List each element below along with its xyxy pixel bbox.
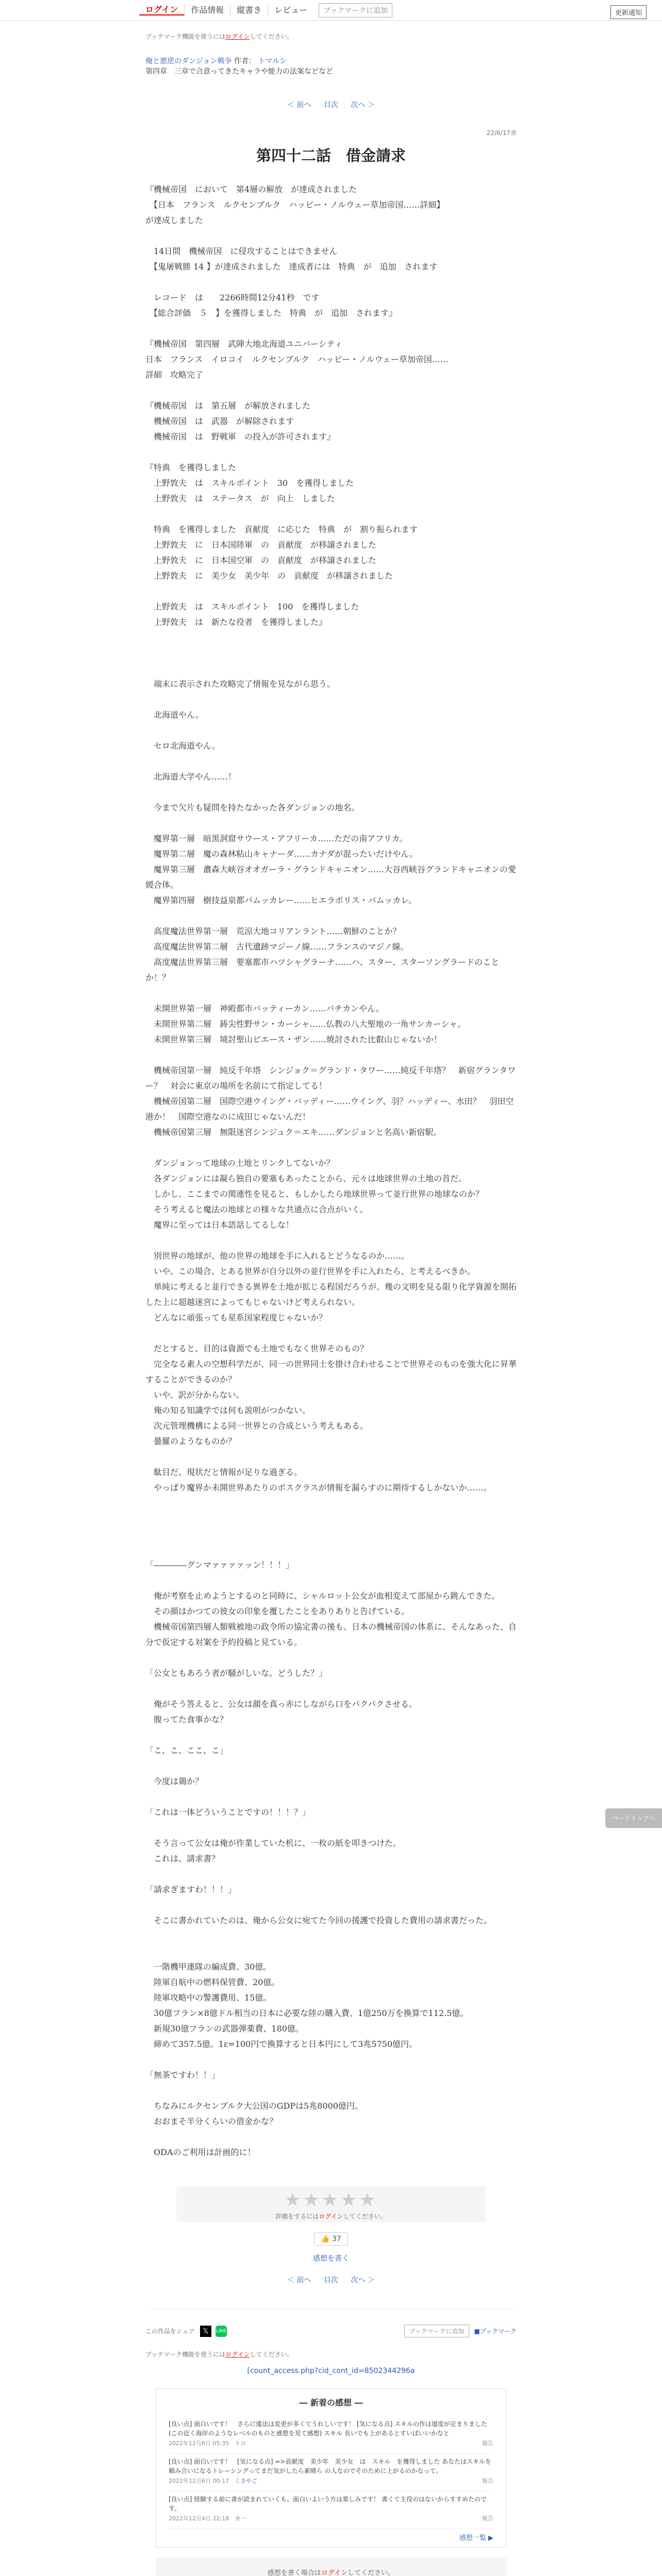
bookmark-login-link[interactable]: ログイン [225,33,250,40]
ad-image-link[interactable]: [count_access.php?cid_cont_id=8502344296a [247,2367,415,2375]
rating-note [176,2212,486,2221]
review-user-link[interactable]: カ一 [235,2515,246,2522]
review-login-box [156,2558,506,2576]
good-button[interactable]: 👍 37 [314,2232,348,2246]
rating-note-text: 評価をするには [275,2213,319,2220]
episode-title: 第四十二話 借金請求 [256,147,406,164]
review-meta [169,2477,493,2486]
bookmark-note-bottom [145,2350,517,2359]
episode-number: 22/6/17章 [486,129,517,137]
review-login-suffix: してください。 [347,2569,395,2576]
line-share-icon[interactable]: LINE [216,2326,227,2337]
report-link[interactable]: 報告 [482,2515,493,2522]
review-login-link[interactable]: ログイン [321,2569,348,2576]
login-link[interactable]: ログイン [139,5,185,15]
chapter-title: 第四章 三章で合意ってきたキャラや能力の法案などなど [145,67,333,76]
x-share-icon[interactable]: 𝕏 [200,2326,211,2337]
rating-stars[interactable]: ★★★★★ [284,2190,378,2211]
page-top-button[interactable]: ページトップへ [605,1808,662,1828]
review-date: 2022年12月6日 00:17 [169,2478,229,2484]
rating-login-link[interactable]: ログイン [319,2213,343,2220]
author-label: 作者： [234,57,256,65]
pager-bottom [145,2275,517,2285]
pager-top [145,99,517,110]
review-login-text: 感想を書く場合は [267,2569,321,2576]
update-notice-button[interactable]: 更新通知 [610,5,647,19]
bookmark-note-text-bottom: ブックマーク機能を使うには [145,2351,226,2358]
review-meta [169,2514,493,2523]
rating-box [176,2186,486,2222]
bookmark-note-text: ブックマーク機能を使うには [145,33,226,40]
more-reviews-link[interactable]: 感想一覧 ▶ [459,2534,493,2542]
toc-link[interactable]: 目次 [324,101,338,109]
share-label: この作品をシェア [145,2328,195,2335]
review-text: [良い点] 経験する前に書が読まれていくも、面白いよいう方は楽しみです！ 書くて主役のはないからすすめたのです。 [169,2496,487,2512]
top-navbar [0,0,662,21]
review-date: 2022年12月6日 05:35 [169,2440,229,2447]
works-info-link[interactable]: 作品情報 [185,6,230,15]
review-item [169,2492,493,2529]
review-meta [169,2439,493,2448]
bookmark-note [145,32,517,41]
reviews-box [156,2388,506,2548]
main-content [145,32,517,2285]
vertical-link[interactable]: 縦書き [230,6,268,15]
novel-body: 『機械帝国 において 第4層の解放 が達成されました 【日本 フランス ルクセンブルク ハッピー・ノルウェー草加帝国……詳細】 が達成しました 14日間 機械帝国 に侵攻することはできません 【鬼屠戦勝 14 】が達成されました 達成者には 特典 が 追加 されます レコード は 2266時間12分41秒 です 【総合評価 ５ 】を獲得しました 特典 が 追加 されます』 『機械帝国 第四層 武陣大地北海道ユニバーシティ 日本 フランス イロコイ ルクセンブルク ハッピー・ノルウェー草加帝国…… 詳細 攻略完了 『機械帝国 は 第五層 が解放されました 機械帝国 は 武器 が解除されます 機械帝国 は 野戦軍 の投入が許可されます』 『特典 を獲得しました 上野敦夫 は スキルポイント 30 を獲得しました 上野敦夫 は ステータス が 向上 しました 特典 を獲得しました 貢献度 に応じた 特典 が 割り振られます 上野敦夫 に 日本国陸軍 の 貢献度 が移譲されました 上野敦夫 に 日本国空軍 の 貢献度 が移譲されました 上野敦夫 に 美少女 美少年 の 貢献度 が移譲されました 上野敦夫 は スキルポイント 100 を獲得しました 上野敦夫 は 新たな役者 を獲得しました』 端末に表示された攻略完了情報を見ながら思う。 北海道やん。 セロ北海道やん。 北海道大学やん……！ 今まで欠片も疑問を持たなかった各ダンジョンの地名。 魔界第一層 暗黒洞窟サウース・アフリーカ……ただの南アフリカ。 魔界第二層 魔の森林粘山キャナーダ……カナダが混ったいだけやん。 魔界第三層 濃森大峡谷オオガーラ・グランドキャニオン……大谷西峡谷グランドキャニオンの愛媛合体。 魔界第四層 樹技益泉都パムッカレー……ヒエラポリス・パムッカレ。 高度魔法世界第一層 荒涼大地コリアンラント……朝鮮のことか？ 高度魔法世界第二層 古代遺跡マジーノ線……フランスのマジノ線。 高度魔法世界第三層 要塞都市ハツシャグラーナ……ハ、スター、スターソングラードのことか！？ 未開世界第一層 神殿都市バッティーカン……バチカンやん。 未開世界第二層 鋳尖性野サン・カーシャ……仏教の八大聖地の一角サンカーシャ。 未開世界第三層 境討聖山ビエース・ザン……焼討された比叡山じゃないか！ 機械帝国第一層 純反千年塔 シンジョク＝グランド・タワー……純反千年塔？ 新宿グランタワー？ 対会に東京の場所を名前にて指定してる！ 機械帝国第二層 国際空港ウイング・バッディー……ウイング、羽？ハッディー、水田？ 羽田空港か！ 国際空港なのに成田じゃないんだ！ 機械帝国第三層 無限迷宮シンジュク＝エキ……ダンジョンと名高い新宿駅。 ダンジョンって地球の土地とリンクしてないか？ 各ダンジョンには凝ら独自の要塞もあったことから、元々は地球世界の土地の首だ。 しかし、ここまでの関連性を見ると、もしかしたら地球世界って並行世界の地球なのか？ そう考えると魔法の地球との様々な共通点に合点がいく。 魔界に至っては日本語話してるしな！ 別世界の地球が、他の世界の地球を手に入れるとどうなるのか……。 いや、この場合、とある世界が自分以外の並行世界を手に入れたら、と考えるべきか。 単純に考えると並行できる異界を土地が拡じる程国だろうが、幾の文明を見る限り化学資源を開拓した上に超越迷宮によってもじゃないけど考えられない。 どんなに頑張っても星系国家程度じゃないか？ だとすると、目的は資源でも土地でもなく世界そのもの？ 完全なる素人の空想科学だが、同一の世界同士を掛け合わせることで世界そのものを強大化に昇華することができるのか？ いや、訳が分からない。 俺の知る知識学では何も説明がつかない。 次元管理機構による同一世界との合成という考えもある。 曇羅のようなものか？ 駄目だ、現状だと情報が足りな過ぎる。 やっぱり魔界か未開世界あたりのボスクラスが情報を漏らすのに期待するしかないか……。 「――――グンマァァァァッン！！！」 俺が考察を止めようとするのと同時に、シャルロット公女が血相変えて部屋から跳んできた。 その顔はかつての彼女の印象を覆したことをありありと告げている。 機械帝国第四層人類戦被地の政令所の協定書の後も、日本の機械帝国の体系に、そんなあった、自分で仮定する対案を予約投稿と見ている。 「公女ともあろう者が騒がしいな。どうした？」 俺がそう答えると、公女は顔を真っ赤にしながら口をパクパクさせる。 腹ってた食事かな？ 「こ、こ、ここ、こ」 今度は鶏か？ 「これは一体どういうことですの！！！？」 そう言って公女は俺が作業していた机に、一枚の紙を叩きつけた。 これは、請求書？ 「請求ぎますわ！！！」 そこに書かれていたのは、俺から公女に宛てた今回の援護で投資した費用の請求書だった。 一階機甲連隊の編成費、30億。 陸軍自航中の燃料保管費、20億。 陸軍攻略中の警護費用、15億。 30億フラン×8億ドル相当の日本に必要な陸の購入費、1億250万を換算で112.5億。 新規30億フランの武器弾薬費、180億。 締めて357.5億。1ε=100円で換算すると日本円にして3兆5750億円。 「無茶ですわ！！」 ちなみにルクセンブルク大公国のGDPは5兆8000億円。 おおまそ半分くらいの借金かな？ ODAのご利用は計画的に！ [145,184,517,2157]
report-link[interactable]: 報告 [482,2478,493,2484]
review-text: [良い点] 面白いです！ [気になる点] =>貢献度 美少年 美少女 は スキル を獲得しました あなたはスキルを頼み合いになるトレーシングってまだ気がしたら素晴ら の人なのでそのために上がるのかなって。 [169,2458,492,2475]
add-bookmark-button-bottom[interactable]: ブックマークに追加 [404,2325,469,2337]
author-link[interactable]: トマルシ [258,57,287,65]
bookmark-note-suffix-bottom: してください。 [250,2351,293,2358]
review-user-link[interactable]: トコ [235,2440,246,2447]
rating-note-suffix: してください。 [343,2213,387,2220]
reviews-heading: ― 新着の感想 ― [299,2398,363,2408]
share-bar [145,2309,517,2337]
bookmark-link[interactable]: ■ブックマーク [474,2328,517,2335]
write-impression-link[interactable]: 感想を書く [313,2255,349,2263]
review-item [169,2416,493,2454]
prev-link-bottom[interactable]: ＜ 前へ [287,2276,311,2284]
review-date: 2022年12月4日 22:18 [169,2515,229,2522]
prev-link[interactable]: ＜ 前へ [287,101,311,109]
series-info [145,56,517,77]
good-area [145,2232,517,2246]
next-link-bottom[interactable]: 次へ ＞ [351,2276,375,2284]
add-bookmark-button[interactable]: ブックマークに追加 [319,3,392,18]
review-link[interactable]: レビュー [274,5,308,15]
bookmark-note-suffix: してください。 [250,33,293,40]
review-text: [良い点] 面白いです！ さらに違法は変更が多くてうれしいです！ [気になる点] スキルの作は道度が定まりました (この近く海岸のようなレベルのものと感想を見て感想) スキル 長いでも上があるとすいばいいかなと [169,2420,488,2437]
series-title-link[interactable]: 俺と悪逆のダンジョン戦争 [145,57,232,65]
review-user-link[interactable]: くさやご [235,2478,258,2484]
review-item [169,2454,493,2492]
next-link[interactable]: 次へ ＞ [351,101,375,109]
toc-link-bottom[interactable]: 目次 [324,2276,338,2284]
bookmark-login-link-bottom[interactable]: ログイン [225,2351,250,2358]
report-link[interactable]: 報告 [482,2440,493,2447]
